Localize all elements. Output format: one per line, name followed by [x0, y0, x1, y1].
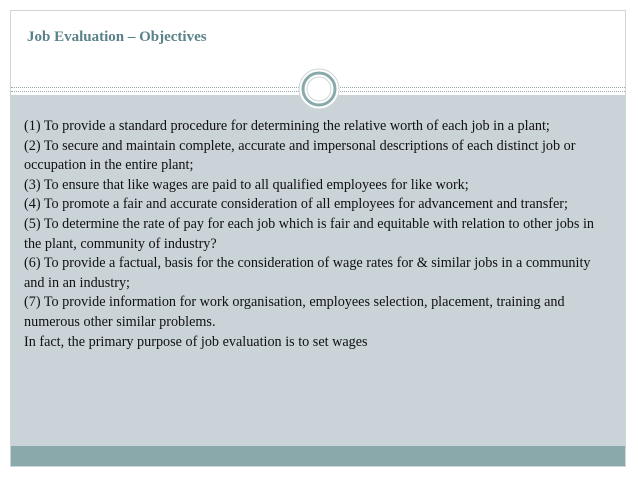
circle-ornament-icon	[297, 67, 341, 111]
slide-title: Job Evaluation – Objectives	[27, 29, 207, 45]
objective-item: (4) To promote a fair and accurate consideration of all employees for advancement and transfer;	[24, 196, 568, 213]
objective-item: (1) To provide a standard procedure for determining the relative worth of each job in a plant;	[24, 118, 550, 134]
objective-item: (3) To ensure that like wages are paid to all qualified employees for like work;	[24, 176, 469, 193]
summary-line: In fact, the primary purpose of job evaluation is to set wages	[24, 333, 368, 350]
objective-item: (2) To secure and maintain complete, accurate and impersonal descriptions of each distinct job or occupation in the entire plant;	[24, 137, 576, 174]
content-panel	[11, 95, 625, 446]
objective-item: (5) To determine the rate of pay for each job which is fair and equitable with relation to other jobs in the plant, community of industry?	[24, 215, 594, 252]
objective-item: (7) To provide information for work organisation, employees selection, placement, training and numerous other similar problems.	[24, 294, 565, 330]
footer-bar	[11, 446, 625, 466]
objective-item: (6) To provide a factual, basis for the consideration of wage rates for & similar jobs in a community and in an industry;	[24, 255, 591, 291]
body-text	[24, 117, 614, 352]
